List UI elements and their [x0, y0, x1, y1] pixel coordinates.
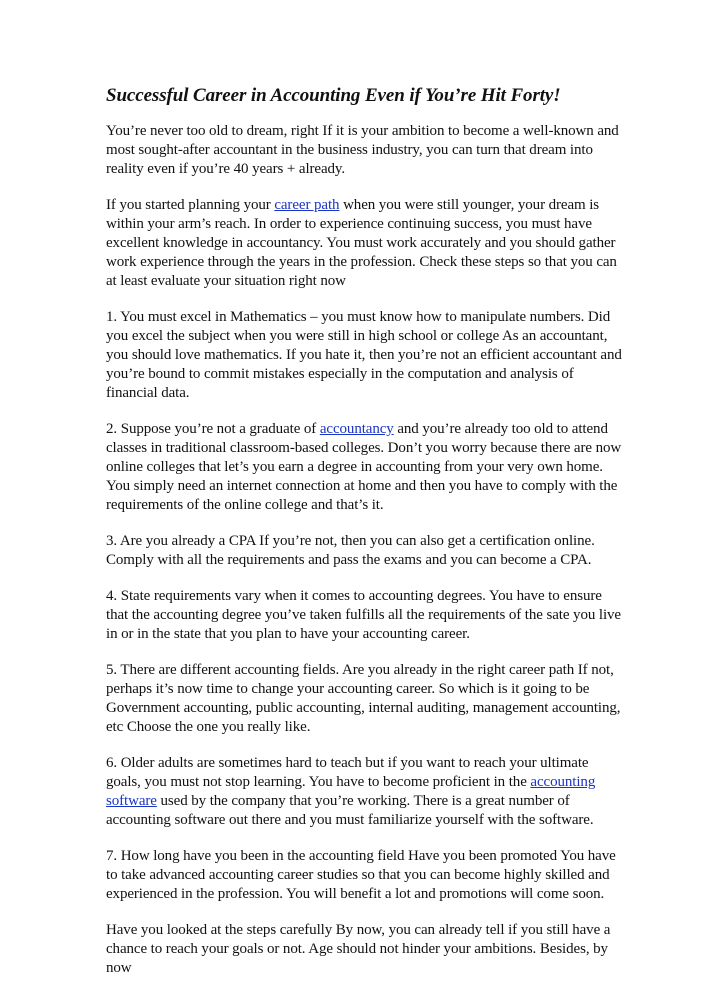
step-6-paragraph-end: used by the company that you’re working. There is a great number of accounting software out there and you must familiarize yourself with the software. — [106, 793, 594, 828]
article-title: Successful Career in Accounting Even if You’re Hit Forty! — [106, 85, 561, 106]
intro-paragraph: You’re never too old to dream, right If it is your ambition to become a well-known and most sought-after accountant in the business industry, you can turn that dream into reality even if you’re 40 years + already. — [106, 123, 619, 177]
step-5-paragraph: 5. There are different accounting fields. Are you already in the right career path If not, perhaps it’s now time to change your accounting career. So which is it going to be Government accounting, public accounting, internal auditing, management accounting, etc Choose the one you really like. — [106, 662, 621, 735]
step-4-paragraph: 4. State requirements vary when it comes to accounting degrees. You have to ensure that the accounting degree you’ve taken fulfills all the requirements of the sate you live in or in the state that you plan to have your accounting career. — [106, 588, 621, 642]
step-6-paragraph — [106, 754, 626, 830]
career-path-paragraph-end: when you were still younger, your dream is within your arm’s reach. In order to experience continuing success, you must have excellent knowledge in accountancy. You must work accurately and you should gather work experience through the years in the profession. Check these steps so that you can at least evaluate your situation right now — [106, 197, 617, 289]
step-2-paragraph — [106, 420, 626, 515]
accountancy-link[interactable]: accountancy — [319, 421, 394, 437]
career-path-paragraph — [106, 196, 626, 291]
step-7-paragraph: 7. How long have you been in the accounting field Have you been promoted You have to take advanced accounting career studies so that you can become highly skilled and experienced in the profession. You will benefit a lot and promotions will come soon. — [106, 848, 616, 902]
career-path-paragraph-start: If you started planning your — [106, 197, 275, 213]
step-3-paragraph: 3. Are you already a CPA If you’re not, then you can also get a certification online. Comply with all the requirements and pass the exams and you can become a CPA. — [106, 533, 595, 568]
step-2-paragraph-end: and you’re already too old to attend classes in traditional classroom-based colleges. Don’t you worry because there are now online colleges that let’s you earn a degree in accounting from your very own home. You simply need an internet connection at home and then you have to comply with the requirements of the online college and that’s it. — [106, 421, 622, 513]
accounting-software-link[interactable]: accounting software — [106, 774, 596, 809]
document-page — [106, 84, 626, 995]
step-1-paragraph: 1. You must excel in Mathematics – you must know how to manipulate numbers. Did you excel the subject when you were still in high school or college As an accountant, you should love mathematics. If you hate it, then you’re not an efficient accountant and you’re bound to commit mistakes especially in the computation and analysis of financial data. — [106, 309, 622, 401]
closing-paragraph: Have you looked at the steps carefully By now, you can already tell if you still have a chance to reach your goals or not. Age should not hinder your ambitions. Besides, by now — [106, 922, 611, 976]
career-path-link[interactable]: career path — [274, 197, 340, 213]
step-6-paragraph-start: 6. Older adults are sometimes hard to teach but if you want to reach your ultimate goals, you must not stop learning. You have to become proficient in the — [106, 755, 589, 790]
step-2-paragraph-start: 2. Suppose you’re not a graduate of — [106, 421, 320, 437]
